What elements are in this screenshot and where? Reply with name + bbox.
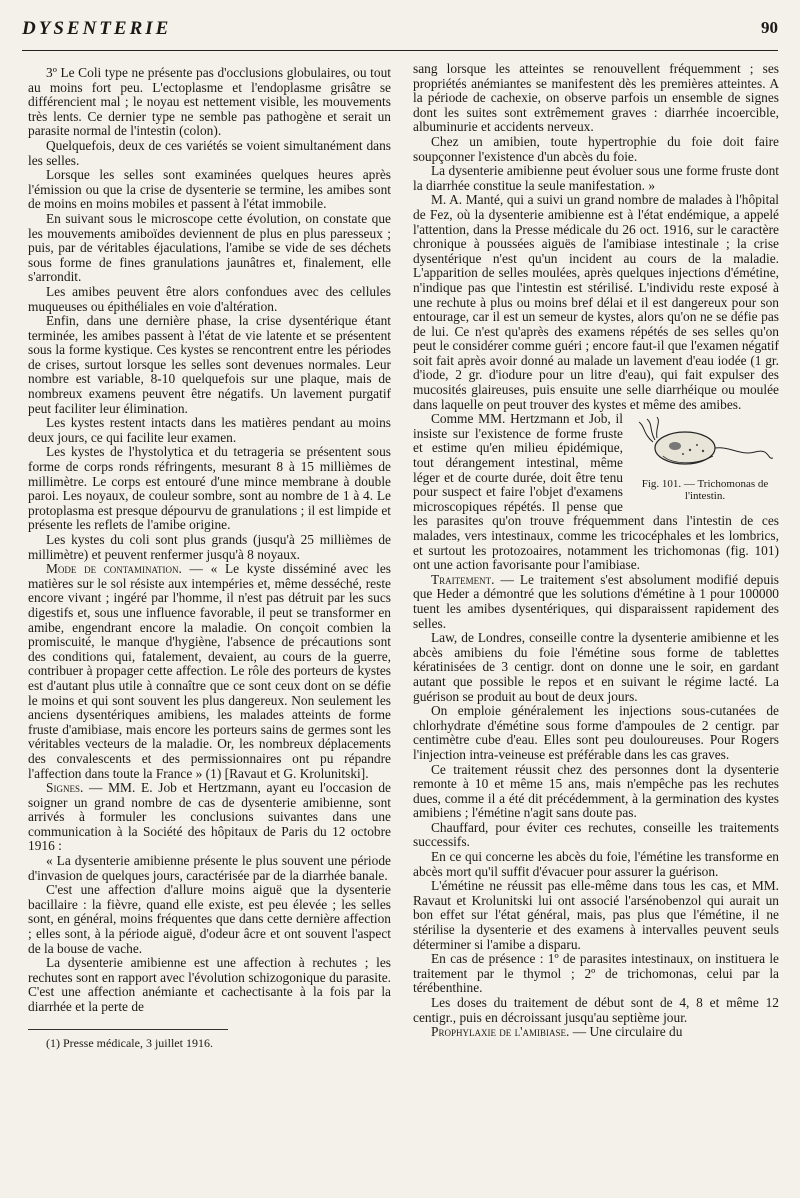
paragraph: sang lorsque les atteintes se renouvellent fréquemment ; ses propriétés anémiantes se manifestent dès les premières atteintes. A la période de cachexie, on observe parfois un ensemble de signes dont les suites sont extrêmement graves : diarrhée incoercible, albuminurie et accidents nerveux. <box>413 61 779 135</box>
paragraph: Chez un amibien, toute hypertrophie du foie doit faire soupçonner l'existence d'un abcès du foie. <box>413 133 779 164</box>
left-column <box>28 66 391 1050</box>
paragraph: On emploie généralement les injections sous-cutanées de chlorhydrate d'émétine sous forme d'ampoules de 2 centigr. par centimètre cube d'eau. Elles sont peu douloureuses. Pour Rogers l'injection intra-veineuse est préférable dans les cas graves. <box>413 703 779 762</box>
paragraph: 3º Le Coli type ne présente pas d'occlusions globulaires, ou tout au moins fort peu. L'ectoplasme et l'endoplasme grisâtre se différencient mal ; le noyau est nettement visible, les mouvements très lents. Ce dernier type ne semble pas pathogène et serait un parasite normal de l'intestin (colon). <box>28 65 391 139</box>
paragraph: M. A. Manté, qui a suivi un grand nombre de malades à l'hôpital de Fez, où la dysenterie amibienne est à l'état endémique, a appelé l'attention, dans la Presse médicale du 26 oct. 1916, sur le caractère chronique à poussées aiguës de l'amibiase intestinale ; la crise dysentérique n'est qu'un incident au cours de la maladie. L'apparition de selles moulées, après quelques injections d'émétine, n'indique pas que l'intestin est stérilisé. L'individu reste exposé à une rechute à plus ou moins bref délai et il est dangereux pour son entourage, car il est un semeur de kystes, alors qu'on ne se défie pas de lui. Ce n'est qu'après des examens répétés de ses selles qu'on peut le considérer comme guéri ; encore faut-il que l'examen négatif soit fait après avoir donné au malade un lavement d'eau iodée (1 gr. d'iode, 2 gr. d'iodure pour un litre d'eau), qui fait expulser des mucosités glaireuses, puis ensuite une selle diarrhéique ou moulée dans laquelle on peut trouver des kystes et même des amibes. <box>413 192 779 412</box>
paragraph: Quelquefois, deux de ces variétés se voient simultanément dans les selles. <box>28 137 391 168</box>
trichomonas-illustration <box>635 416 775 476</box>
section-heading: Traitement. <box>431 571 495 587</box>
running-title: DYSENTERIE <box>22 18 172 39</box>
paragraph: Les kystes de l'hystolytica et du tetrageria se présentent sous forme de corps ronds réfringents, mesurant 8 à 15 millièmes de millimètre. Le corps est entouré d'une mince membrane à double paroi. Les noyaux, de couleur sombre, sont au nombre de 1 à 4. Le protoplasma est presque dépourvu de granulations ; il est limpide et présente les reflets de l'amibe origine. <box>28 444 391 533</box>
section-heading: Prophylaxie de l'amibiase. <box>431 1024 570 1040</box>
paragraph <box>413 1025 779 1040</box>
page-number: 90 <box>761 18 778 37</box>
paragraph-text: — Le traitement s'est absolument modifié depuis que Heder a démontré que les solutions d'émétine à 1 pour 100000 tuent les amibes dysentériques, qui disparaissent rapidement des selles. <box>413 571 779 631</box>
figure-trichomonas <box>631 416 779 502</box>
paragraph <box>28 781 391 854</box>
paragraph: Enfin, dans une dernière phase, la crise dysentérique étant terminée, les amibes passent à l'état de vie latente et se présentent sous la forme kystique. Ces kystes se rencontrent entre les périodes de crises, surtout lorsque les selles sont devenues normales. Leur nombre est variable, 8-10 quelquefois sur une plaque, mais de nombreux examens peuvent être négatifs. Un lavement purgatif peut faciliter leur élimination. <box>28 313 391 416</box>
paragraph: En suivant sous le microscope cette évolution, on constate que les mouvements amiboïdes deviennent de plus en plus paresseux ; puis, par de véritables éjaculations, l'amibe se vide de ses déchets sous forme de fines granulations jaunâtres et, finalement, elle s'arrondit. <box>28 210 391 285</box>
paragraph: Comme MM. Hertzmann et Job, il insiste sur l'existence de forme fruste et estime qu'en milieu épidémique, tout dérangement intestinal, même léger et de courte durée, doit être tenu pour suspect et faire l'objet d'examens microscopiques répétés. Il pense que les parasites qu'on trouve fréquemment dans l'intestin de ces malades, vers intestinaux, comme les tricocéphales et les lombrics, et surtout les protozoaires, notamment les trichomonas (fig. 101) ont une action favorisante pour l'amibiase. <box>413 411 779 573</box>
running-header <box>22 18 778 46</box>
section-heading: Mode de contamination. <box>46 561 182 577</box>
paragraph-text: — MM. E. Job et Hertzmann, ayant eu l'occasion de soigner un grand nombre de cas de dysenterie amibienne, sont arrivés à formuler les conclusions suivantes dans une communication à la Société des hôpitaux de Paris du 12 octobre 1916 : <box>28 780 391 854</box>
paragraph: Law, de Londres, conseille contre la dysenterie amibienne et les abcès amibiens du foie l'émétine sous forme de tablettes kératinisées de 3 centigr. dont on donne une le soir, en gardant autant que possible le repos et en suivant le régime lacté. La guérison se produit au bout de deux jours. <box>413 630 779 704</box>
paragraph: Les doses du traitement de début sont de 4, 8 et même 12 centigr., puis en décroissant jusqu'au septième jour. <box>413 995 779 1025</box>
paragraph <box>28 562 391 781</box>
paragraph: La dysenterie amibienne peut évoluer sous une forme fruste dont la diarrhée constitue la seule manifestation. » <box>413 163 779 193</box>
paragraph: En ce qui concerne les abcès du foie, l'émétine les transforme en abcès mort qu'il suffit d'évacuer pour assurer la guérison. <box>413 849 779 879</box>
figure-caption: Fig. 101. — Trichomonas de l'intestin. <box>641 478 769 503</box>
right-column <box>413 62 779 1040</box>
paragraph: Chauffard, pour éviter ces rechutes, conseille les traitements successifs. <box>413 819 779 850</box>
header-rule <box>22 50 778 51</box>
paragraph: Ce traitement réussit chez des personnes dont la dysenterie remonte à 10 et même 15 ans, mais n'empêche pas les rechutes dues, comme il a été dit précédemment, à la germination des kystes amibiens ; l'émétine n'agit sans doute pas. <box>413 761 779 821</box>
paragraph: L'émétine ne réussit pas elle-même dans tous les cas, et MM. Ravaut et Krolunitski lui ont associé l'arsénobenzol qui aurait un bon effet sur l'état général, mais, pas plus que l'émétine, il ne stérilise la dysenterie et des examens à intervalles peuvent seuls déterminer si l'amibe a disparu. <box>413 878 779 952</box>
footnote-rule <box>28 1029 228 1030</box>
paragraph: Les kystes restent intacts dans les matières pendant au moins deux jours, ce qui facilite leur examen. <box>28 415 391 445</box>
paragraph: La dysenterie amibienne est une affection à rechutes ; les rechutes sont en rapport avec l'évolution schizogonique du parasite. C'est une affection anémiante et cachectisante à la fois par la diarrhée et la perte de <box>28 955 391 1014</box>
paragraph: Lorsque les selles sont examinées quelques heures après l'émission ou que la crise de dysenterie se termine, les amibes sont de moins en moins mobiles et passent à l'état immobile. <box>28 167 391 212</box>
section-heading: Signes. <box>46 780 84 796</box>
paragraph: En cas de présence : 1º de parasites intestinaux, on instituera le traitement par le thymol ; 2º de trichomonas, celui par la térébenthine. <box>413 951 779 996</box>
paragraph: C'est une affection d'allure moins aiguë que la dysenterie bacillaire : la fièvre, quand elle existe, est peu élevée ; les selles sont, en général, moins fréquentes que dans cette dernière affection ; elles sont, à la période aiguë, d'odeur âcre et ont souvent l'aspect de la bouse de vache. <box>28 882 391 956</box>
paragraph: Les kystes du coli sont plus grands (jusqu'à 25 millièmes de millimètre) et peuvent renfermer jusqu'à 8 noyaux. <box>28 532 391 562</box>
paragraph-text: — « Le kyste disséminé avec les matières sur le sol résiste aux intempéries et, même desséché, reste encore vivant ; ingéré par l'homme, il n'est pas détruit par les sucs digestifs et, sous une influence favorable, il peut se transformer en amibe, engendrant encore la maladie. On conçoit combien la promiscuité, le manque d'hygiène, l'absence de précautions sont des conditions qui, fatalement, devaient, au cours de la guerre, contribuer à propager cette affection. Le rôle des porteurs de kystes est d'autant plus utile à connaître que ce sont ceux dont on se défie le moins et qui sont souvent les plus dangereux. Non seulement les anciens dysentériques amibiens, les malades atteints de forme fruste d'amibiase, mais encore les porteurs sains de germes sont les véritables vecteurs de la maladie. Or, les nombreux déplacements des convalescents et des permissionnaires ont pu répandre l'affection dans toute la France » (1) [Ravaut et G. Krolunitski]. <box>28 561 391 781</box>
paragraph <box>413 573 779 631</box>
paragraph: Les amibes peuvent être alors confondues avec des cellules muqueuses ou épithéliales en voie d'altération. <box>28 283 391 314</box>
footnote: (1) Presse médicale, 3 juillet 1916. <box>46 1035 213 1050</box>
paragraph: « La dysenterie amibienne présente le plus souvent une période d'invasion de quelques jours, caractérisée par de la diarrhée banale. <box>28 853 391 883</box>
paragraph-text: — Une circulaire du <box>569 1024 683 1040</box>
